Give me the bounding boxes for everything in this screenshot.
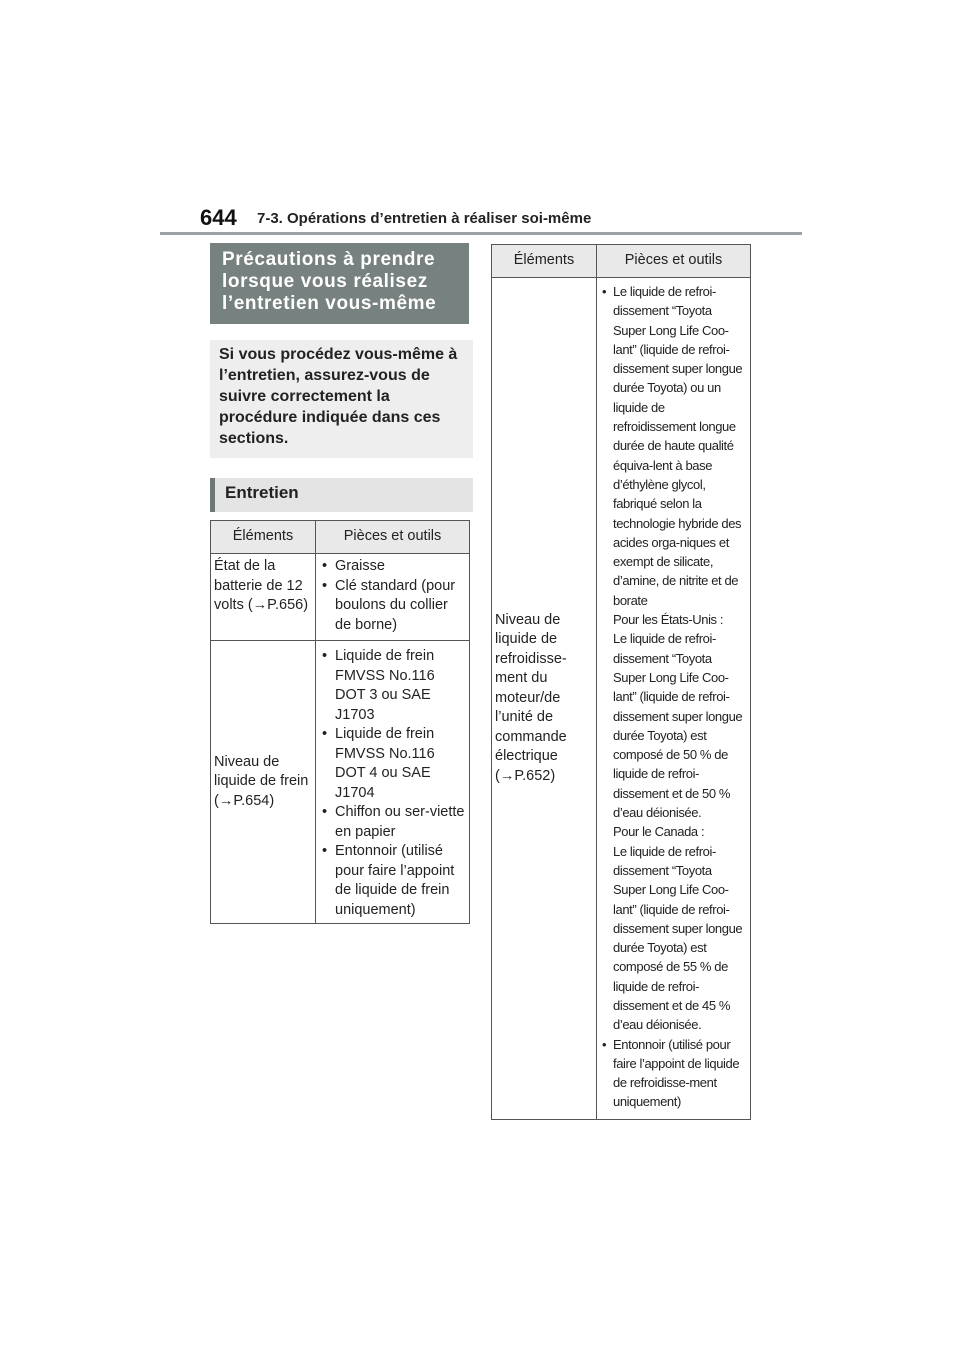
table-header-row	[211, 521, 470, 554]
list-item: • Clé standard (pour boulons du collier de borne)	[319, 577, 466, 636]
maintenance-table-left	[210, 520, 470, 924]
row-item-brake-fluid: Niveau de liquide de frein (→P.654)	[211, 641, 316, 924]
us-label: Pour les États-Unis :	[613, 612, 724, 628]
section-title: Précautions à prendre lorsque vous réalisez l’entretien vous-même	[210, 243, 469, 324]
row-tools-brake-fluid	[316, 641, 470, 924]
list-item: • Liquide de frein FMVSS No.116 DOT 3 ou SAE J1703	[319, 647, 466, 725]
list-item: • Liquide de frein FMVSS No.116 DOT 4 ou SAE J1704	[319, 725, 466, 803]
canada-label: Pour le Canada :	[613, 824, 705, 840]
table-row	[492, 278, 751, 1120]
coolant-description: • Le liquide de refroi-dissement “Toyota Super Long Life Coo-lant” (liquide de refroi-dissement super longue durée Toyota) ou un liquide de refroidissement longue durée de haute qualité équiva-lent à base d’éthylène glycol, fabriqué selon la technologie hybride des acides orga-niques et exempt de silicate, d’amine, de nitrite et de borate	[613, 284, 743, 608]
subheading-entretien: Entretien	[210, 478, 473, 512]
column-header-tools: Pièces et outils	[316, 521, 470, 554]
row-tools-battery	[316, 554, 470, 641]
table-row	[211, 554, 470, 641]
list-item: • Graisse	[319, 557, 466, 577]
list-item: • Entonnoir (utilisé pour faire l’appoint de liquide de refroidisse-ment uniquement)	[600, 1035, 747, 1112]
chapter-title: 7-3. Opérations d’entretien à réaliser soi-même	[257, 210, 592, 227]
page-header	[200, 205, 780, 235]
column-header-items: Éléments	[211, 521, 316, 554]
row-tools-coolant	[597, 278, 751, 1120]
table-row	[211, 641, 470, 924]
intro-text: Si vous procédez vous-même à l’entretien, assurez-vous de suivre correctement la procédure indiquée dans ces sections.	[210, 340, 473, 458]
column-header-tools: Pièces et outils	[597, 245, 751, 278]
maintenance-table-right	[491, 244, 751, 1120]
us-description: Le liquide de refroi-dissement “Toyota Super Long Life Coo-lant” (liquide de refroi-dissement super longue durée Toyota) est composé de 50 % de liquide de refroi-dissement et de 50 % d’eau déionisée.	[613, 631, 743, 821]
column-header-items: Éléments	[492, 245, 597, 278]
list-item	[600, 282, 747, 1035]
row-item-coolant: Niveau de liquide de refroidisse-ment du moteur/de l’unité de commande électrique (→P.652)	[492, 278, 597, 1120]
row-item-battery: État de la batterie de 12 volts (→P.656)	[211, 554, 316, 641]
table-header-row	[492, 245, 751, 278]
header-rule	[160, 232, 802, 235]
list-item: • Entonnoir (utilisé pour faire l’appoint de liquide de frein uniquement)	[319, 842, 466, 920]
page-number: 644	[200, 205, 237, 230]
canada-description: Le liquide de refroi-dissement “Toyota Super Long Life Coo-lant” (liquide de refroi-dissement super longue durée Toyota) est composé de 55 % de liquide de refroi-dissement et de 45 % d’eau déionisée.	[613, 843, 743, 1033]
list-item: • Chiffon ou ser-viette en papier	[319, 803, 466, 842]
